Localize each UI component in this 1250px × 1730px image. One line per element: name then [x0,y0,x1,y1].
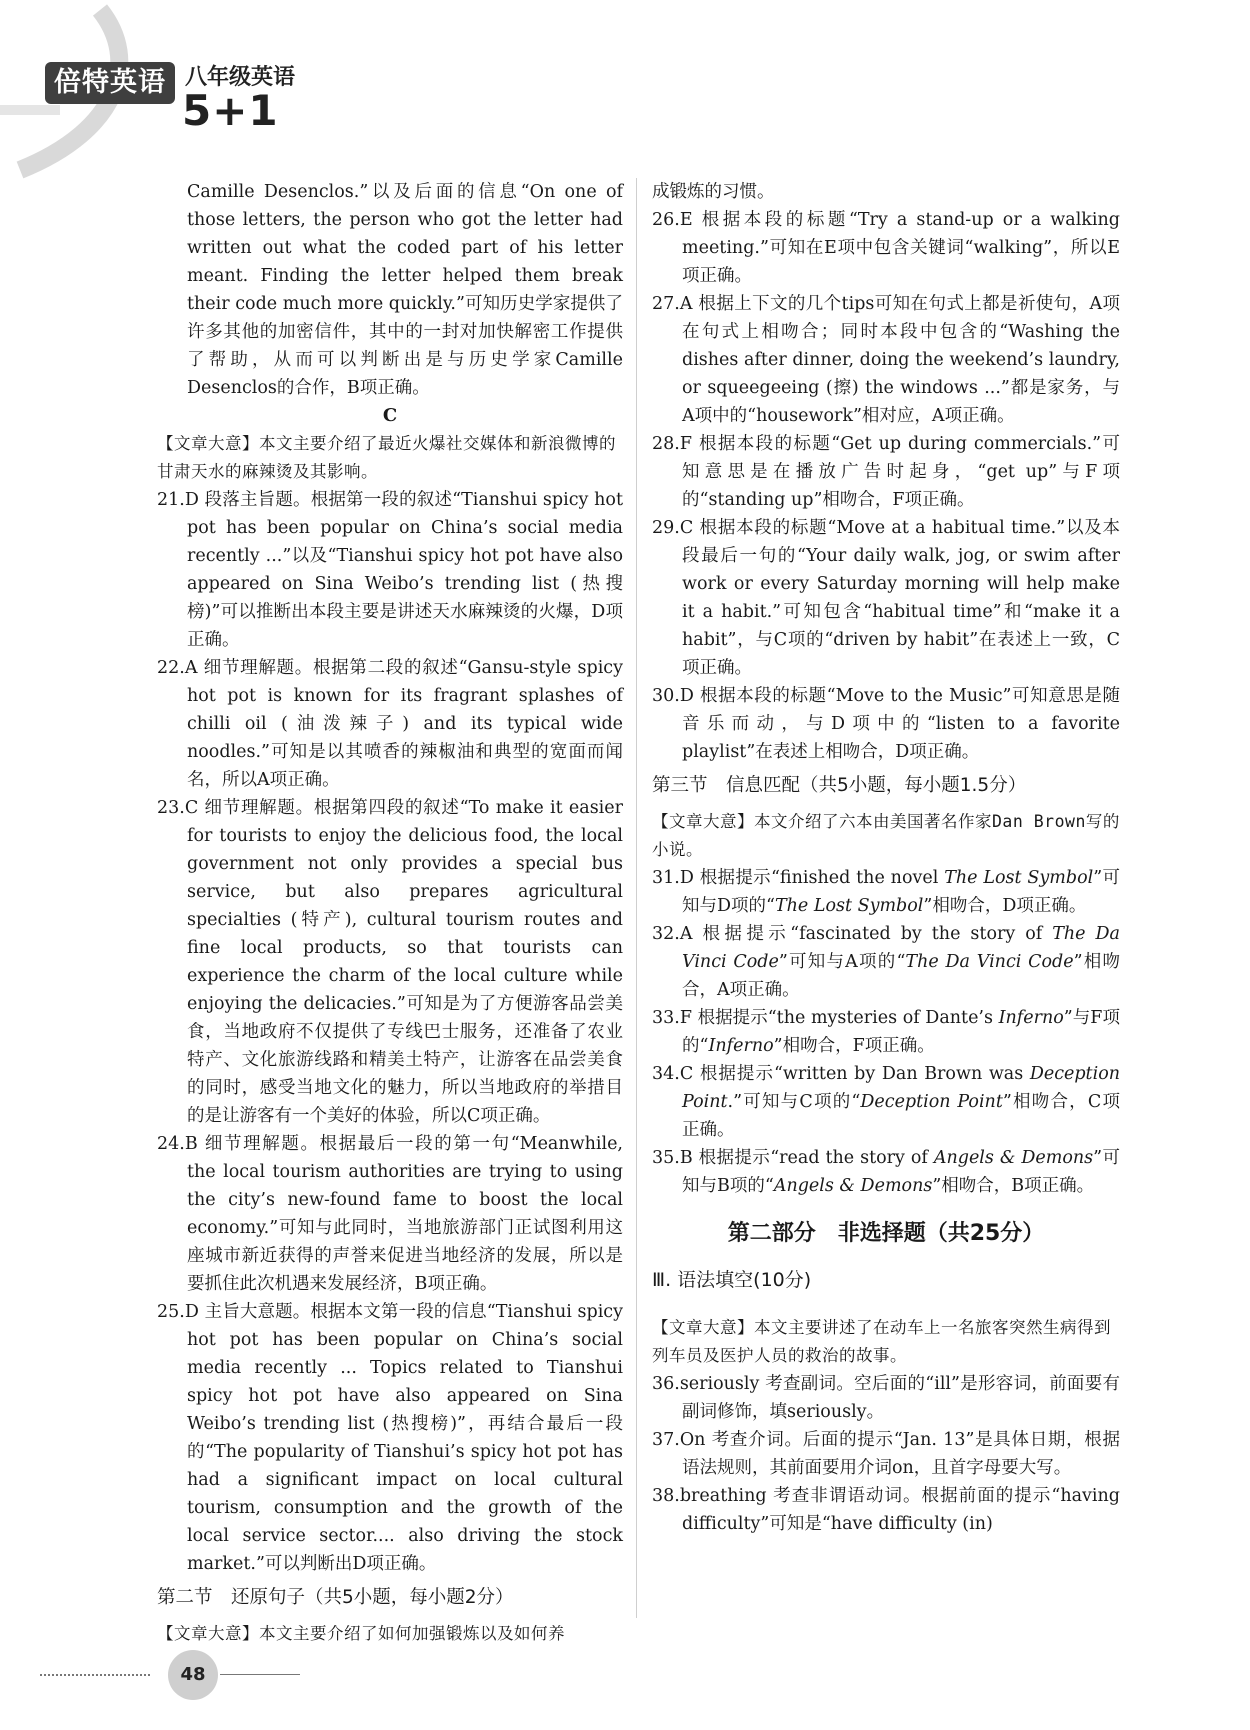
page-number: 48 [168,1650,218,1700]
section-letter-c: C [382,405,398,426]
book-title: Inferno [998,1008,1064,1028]
answer-35-part: 35.B 根据提示“read the story of [652,1148,934,1168]
book-title: Angels & Demons [933,1148,1094,1168]
answer-31 [652,864,1120,920]
answer-22: 22.A 细节理解题。根据第二段的叙述“Gansu-style spicy hot pot is known for its fragrant splashes of chilli oil (油泼辣子) and its typical wide noodles.”可知是以其喷香的辣椒油和典型的宽面而闻名，所以A项正确。 [157,658,623,790]
book-title: The Lost Symbol [944,868,1094,888]
footer-dotted-line [40,1674,150,1676]
answer-28: 28.F 根据本段的标题“Get up during commercials.”可知意思是在播放广告时起身，“get up”与F项的“standing up”相吻合，F项正确。 [652,434,1120,510]
answer-33-part: ”相吻合，F项正确。 [773,1036,935,1056]
answer-30: 30.D 根据本段的标题“Move to the Music”可知意思是随音乐而动，与D项中的“listen to a favorite playlist”在表述上相吻合，D项正确。 [652,686,1120,762]
answer-36: 36.seriously 考查副词。空后面的“ill”是形容词，前面要有副词修饰，填seriously。 [652,1374,1120,1422]
book-title: Deception Point [682,1064,1120,1112]
summary-section-2: 【文章大意】本文主要介绍了如何加强锻炼以及如何养 [157,1624,565,1643]
answer-34-part: 34.C 根据提示“written by Dan Brown was [652,1064,1030,1084]
answer-34-part: .”可知与C项的“ [727,1092,861,1112]
answer-31-part: ”可知与D项的“ [682,868,1121,916]
answer-35 [652,1144,1120,1200]
book-title: Deception Point [860,1092,1003,1112]
continued-paragraph: 成锻炼的习惯。 [652,182,775,202]
grammar-heading: Ⅲ. 语法填空(10分) [652,1269,812,1291]
answer-35-part: ”可知与B项的“ [682,1148,1120,1196]
answer-35-part: ”相吻合，B项正确。 [932,1176,1095,1196]
column-divider [636,178,637,1618]
answer-33-part: 33.F 根据提示“the mysteries of Dante’s [652,1008,999,1028]
book-title: The Lost Symbol [774,896,924,916]
footer-line [220,1674,300,1675]
section-2-heading: 第二节 还原句子（共5小题，每小题2分） [157,1587,514,1608]
answer-32-part: ”可知与A项的“ [778,952,906,972]
answer-26: 26.E 根据本段的标题“Try a stand-up or a walking meeting.”可知在E项中包含关键词“walking”，所以E项正确。 [652,210,1120,286]
answer-23: 23.C 细节理解题。根据第四段的叙述“To make it easier for tourists to enjoy the delicious food, the local government not only provides a special bus service, but also prepares agricultural specialties (特产), cultural tourism routes and fine local products, so that tourists can experience the charm of the local culture while enjoying the delicacies.”可知是为了方便游客品尝美食，当地政府不仅提供了专线巴士服务，还准备了农业特产、文化旅游线路和精美土特产，让游客在品尝美食的同时，感受当地文化的魅力，所以当地政府的举措目的是让游客有一个美好的体验，所以C项正确。 [157,798,623,1126]
answer-32 [652,920,1120,1004]
book-title: Angels & Demons [773,1176,933,1196]
part-2-heading: 第二部分 非选择题（共25分） [727,1221,1045,1246]
answer-31-part: 31.D 根据提示“finished the novel [652,868,945,888]
answer-37: 37.On 考查介词。后面的提示“Jan. 13”是具体日期，根据语法规则，其前面要用介词on，且首字母要大写。 [652,1430,1120,1478]
series-title: 5+1 [182,86,279,135]
intro-paragraph: Camille Desenclos.”以及后面的信息“On one of those letters, the person who got the letter had written out what the coded part of his letter meant. Finding the letter helped them break their code much more quickly.”可知历史学家提供了许多其他的加密信件，其中的一封对加快解密工作提供了帮助，从而可以判断出是与历史学家Camille Desenclos的合作，B项正确。 [187,182,623,398]
answer-33-part: ”与F项的“ [682,1008,1120,1056]
page-header [0,0,420,180]
summary-grammar: 【文章大意】本文主要讲述了在动车上一名旅客突然生病得到列车员及医护人员的救治的故事。 [652,1318,1111,1365]
answer-29: 29.C 根据本段的标题“Move at a habitual time.”以及本段最后一句的“Your daily walk, jog, or swim after work or every Saturday morning will help make it a habit.”可知包含“habitual time”和“make it a habit”，与C项的“driven by habit”在表述上一致，C项正确。 [652,518,1120,678]
left-column [157,178,623,1648]
answer-31-part: ”相吻合，D项正确。 [923,896,1087,916]
section-3-heading: 第三节 信息匹配（共5小题，每小题1.5分） [652,775,1027,796]
book-title: Inferno [708,1036,774,1056]
answer-34 [652,1060,1120,1144]
book-title: The Da Vinci Code [905,952,1074,972]
answer-25: 25.D 主旨大意题。根据本文第一段的信息“Tianshui spicy hot pot has been popular on China’s social media recently ... Topics related to Tianshui spicy hot pot have also appeared on Sina Weibo’s trending list (热搜榜)”，再结合最后一段的“The popularity of Tianshui’s spicy hot pot has had a significant impact on local cultural tourism, consumption and the growth of the local service sector.... also driving the stock market.”可以判断出D项正确。 [157,1302,623,1574]
page-footer [40,1640,300,1710]
answer-21: 21.D 段落主旨题。根据第一段的叙述“Tianshui spicy hot pot has been popular on China’s social media recently ...”以及“Tianshui spicy hot pot have also appeared on Sina Weibo’s trending list (热搜榜)”可以推断出本段主要是讲述天水麻辣烫的火爆，D项正确。 [157,490,623,650]
right-column [652,178,1120,1538]
summary-c: 【文章大意】本文主要介绍了最近火爆社交媒体和新浪微博的甘肃天水的麻辣烫及其影响。 [157,434,616,481]
book-title: The Da Vinci Code [682,924,1120,972]
brand-logo: 倍特英语 [45,62,175,104]
summary-section-3: 【文章大意】本文介绍了六本由美国著名作家Dan Brown写的小说。 [652,812,1120,859]
answer-27: 27.A 根据上下文的几个tips可知在句式上都是祈使句，A项在句式上相吻合；同时本段中包含的“Washing the dishes after dinner, doing the weekend’s laundry, or squeegeeing (擦) the windows ...”都是家务，与A项中的“housework”相对应，A项正确。 [652,294,1120,426]
answer-34-part: ”相吻合，C项正确。 [682,1092,1120,1140]
answer-33 [652,1004,1120,1060]
answer-32-part: ”相吻合，A项正确。 [682,952,1120,1000]
answer-38: 38.breathing 考查非谓语动词。根据前面的提示“having difficulty”可知是“have difficulty (in) [652,1486,1120,1534]
subject-title: 八年级英语 [185,65,296,90]
answer-24: 24.B 细节理解题。根据最后一段的第一句“Meanwhile, the local tourism authorities are trying to using the city’s new-found fame to boost the local economy.”可知与此同时，当地旅游部门正试图利用这座城市新近获得的声誉来促进当地经济的发展，所以是要抓住此次机遇来发展经济，B项正确。 [157,1134,623,1294]
answer-32-part: 32.A 根据提示“fascinated by the story of [652,924,1053,944]
